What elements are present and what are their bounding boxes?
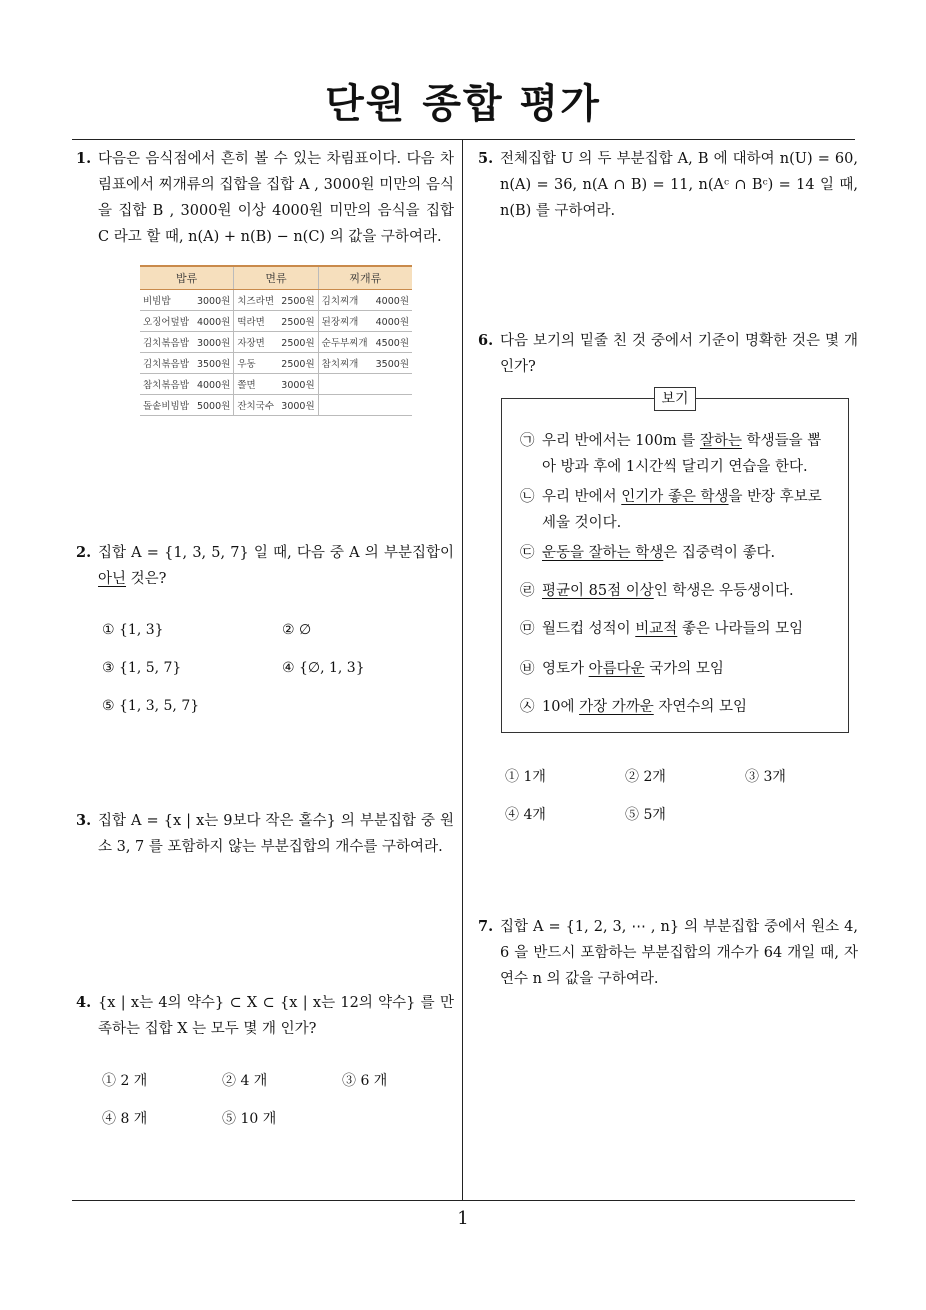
choice-2[interactable]: ② ∅ [282,622,312,638]
menu-cell [140,311,234,332]
question-text: {x | x는 4의 약수} ⊂ X ⊂ {x | x는 12의 약수} 를 만족하는 집합 X 는 모두 몇 개 인가? [98,995,454,1037]
bogi-item-text [542,656,830,682]
choice-3[interactable]: ③ {1, 5, 7} [102,660,182,676]
menu-cell [140,353,234,374]
table-row [140,374,412,395]
question-number: 1. [76,150,92,167]
bogi-item-text [542,694,830,720]
menu-item-name: 오징어덮밥 [143,317,189,328]
menu-item-price: 3500원 [196,359,231,370]
page-title: 단원 종합 평가 [325,81,601,127]
menu-item-price: 4500원 [375,338,409,349]
underlined-text: 아닌 [98,571,127,587]
question-number: 3. [76,812,92,829]
underlined-text: 잘하는 [699,433,742,449]
menu-item-price: 4000원 [196,380,231,391]
menu-cell [140,332,234,353]
menu-item-price: 4000원 [375,317,409,328]
menu-cell [318,374,412,395]
question-text: 전체집합 U 의 두 부분집합 A, B 에 대하여 n(U) = 60, n(A) = 36, n(A ∩ B) = 11, n(Aᶜ ∩ Bᶜ) = 14 일 때, n(B) 를 구하여라. [500,151,858,219]
menu-item-price: 2500원 [281,359,315,370]
question-text: 집합 A = {1, 2, 3, ⋯ , n} 의 부분집합 중에서 원소 4, 6 을 반드시 포함하는 부분집합의 개수가 64 개일 때, 자연수 n 의 값을 구하여라. [500,919,858,987]
menu-cell [318,332,412,353]
menu-cell [234,353,318,374]
bogi-item-marker: ㉢ [520,545,535,561]
menu-item-name: 돌솥비빔밥 [143,401,189,412]
bogi-item [520,694,830,720]
menu-cell [234,290,318,311]
question-text: 다음은 음식점에서 흔히 볼 수 있는 차림표이다. 다음 차림표에서 찌개류의 집합을 집합 A , 3000원 미만의 음식을 집합 B , 3000원 이상 4000원 미만의 음식을 집합 C 라고 할 때, n(A) + n(B) − n(C) 의 값을 구하여라. [98,151,454,245]
menu-item-name: 참치볶음밥 [143,380,189,391]
menu-item-price: 3000원 [281,380,315,391]
menu-cell [318,311,412,332]
question-2 [76,540,454,592]
text-part: 집합 A = {1, 3, 5, 7} 일 때, 다음 중 A 의 부분집합이 [98,545,454,561]
menu-item-price: 3500원 [375,359,409,370]
menu-item-price: 5000원 [196,401,231,412]
header-rule [72,139,855,140]
menu-item-price: 2500원 [281,317,315,328]
bogi-item-marker: ㉥ [520,661,535,677]
menu-cell [140,374,234,395]
menu-item-name: 자장면 [237,338,265,349]
page-number: 1 [457,1208,469,1229]
text-part: 것은? [126,571,167,587]
text-part: 자연수의 모임 [653,699,747,715]
question-text: 다음 보기의 밑줄 친 것 중에서 기준이 명확한 것은 몇 개인가? [500,333,858,375]
menu-header: 밥류 [140,266,234,290]
question-1 [76,146,454,250]
menu-item-name: 비빔밥 [143,296,171,307]
menu-item-name: 치즈라면 [237,296,275,307]
choice-2[interactable]: ② 2개 [625,769,666,785]
question-number: 4. [76,994,92,1011]
menu-table [140,265,412,416]
choice-4[interactable]: ④ 8 개 [102,1111,148,1127]
menu-item-price: 3000원 [196,338,231,349]
bogi-item [520,656,830,682]
bogi-item-text [542,428,830,480]
question-number: 7. [478,918,494,935]
bogi-item [520,428,830,480]
footer-rule [72,1200,855,1201]
bogi-item-marker: ㉣ [520,583,535,599]
table-row [140,395,412,416]
bogi-item [520,616,830,642]
question-text [98,540,454,592]
text-part: 우리 반에서는 100m 를 [542,433,700,449]
menu-item-name: 된장찌개 [321,317,359,328]
menu-cell [140,395,234,416]
question-7 [478,914,858,992]
menu-item-name: 떡라면 [237,317,265,328]
bogi-item-marker: ㉠ [520,433,535,449]
bogi-item-text [542,578,830,604]
menu-cell [234,395,318,416]
bogi-item-marker: ㉡ [520,489,535,505]
choice-1[interactable]: ① 1개 [505,769,546,785]
bogi-item [520,578,830,604]
menu-cell [140,290,234,311]
menu-cell [234,374,318,395]
text-part: 월드컵 성적이 [542,621,636,637]
menu-item-price: 4000원 [375,296,409,307]
underlined-text: 가장 가까운 [579,699,654,715]
question-text: 집합 A = {x | x는 9보다 작은 홀수} 의 부분집합 중 원소 3, 7 를 포함하지 않는 부분집합의 개수를 구하여라. [98,813,454,855]
menu-item-name: 김치찌개 [321,296,359,307]
bogi-item-marker: ㉤ [520,621,535,637]
choice-5[interactable]: ⑤ 10 개 [222,1111,277,1127]
menu-cell [318,395,412,416]
choice-1[interactable]: ① {1, 3} [102,622,164,638]
underlined-text: 인기가 좋은 학생 [621,489,729,505]
bogi-item [520,484,830,536]
menu-item-price: 3000원 [281,401,315,412]
menu-item-price: 3000원 [196,296,231,307]
text-part: 국가의 모임 [644,661,724,677]
question-3 [76,808,454,860]
table-row [140,353,412,374]
question-number: 5. [478,150,494,167]
choice-3[interactable]: ③ 3개 [745,769,786,785]
text-part: 인 학생은 우등생이다. [653,583,794,599]
choice-5[interactable]: ⑤ 5개 [625,807,666,823]
bogi-item-text [542,616,830,642]
choice-1[interactable]: ① 2 개 [102,1073,148,1089]
choice-3[interactable]: ③ 6 개 [342,1073,388,1089]
bogi-item-marker: ㉦ [520,699,535,715]
menu-cell [234,311,318,332]
bogi-item-text [542,540,830,566]
text-part: 을 반장 후보로 세울 것이다. [542,489,822,531]
choice-4[interactable]: ④ {∅, 1, 3} [282,660,365,676]
column-divider [462,139,463,1200]
text-part: 영토가 [542,661,589,677]
question-6 [478,328,858,380]
menu-item-name: 참치찌개 [321,359,359,370]
table-row [140,290,412,311]
menu-cell [234,332,318,353]
menu-header: 면류 [234,266,318,290]
text-part: 좋은 나라들의 모임 [677,621,804,637]
text-part: 우리 반에서 [542,489,622,505]
menu-item-name: 우동 [237,359,256,370]
menu-cell [318,290,412,311]
underlined-text: 평균이 85점 이상 [542,583,654,599]
menu-header: 찌개류 [318,266,412,290]
menu-item-price: 2500원 [281,338,315,349]
choice-4[interactable]: ④ 4개 [505,807,546,823]
bogi-label: 보기 [654,387,696,411]
choice-2[interactable]: ② 4 개 [222,1073,268,1089]
question-number: 2. [76,544,92,561]
menu-item-name: 김치볶음밥 [143,359,189,370]
question-number: 6. [478,332,494,349]
menu-item-price: 2500원 [281,296,315,307]
choice-5[interactable]: ⑤ {1, 3, 5, 7} [102,698,200,714]
text-part: 은 집중력이 좋다. [663,545,776,561]
menu-item-name: 김치볶음밥 [143,338,189,349]
table-row [140,332,412,353]
underlined-text: 아름다운 [588,661,645,677]
menu-item-name: 순두부찌개 [321,338,368,349]
question-4 [76,990,454,1042]
bogi-item [520,540,830,566]
underlined-text: 비교적 [635,621,678,637]
underlined-text: 운동을 잘하는 학생 [542,545,664,561]
menu-item-price: 4000원 [196,317,231,328]
question-5 [478,146,858,224]
menu-cell [318,353,412,374]
menu-item-name: 쫄면 [237,380,256,391]
table-row [140,311,412,332]
text-part: 학생들을 뽑아 방과 후에 1시간씩 달리기 연습을 한다. [542,433,822,475]
menu-item-name: 잔치국수 [237,401,275,412]
bogi-item-text [542,484,830,536]
text-part: 10에 [542,699,580,715]
